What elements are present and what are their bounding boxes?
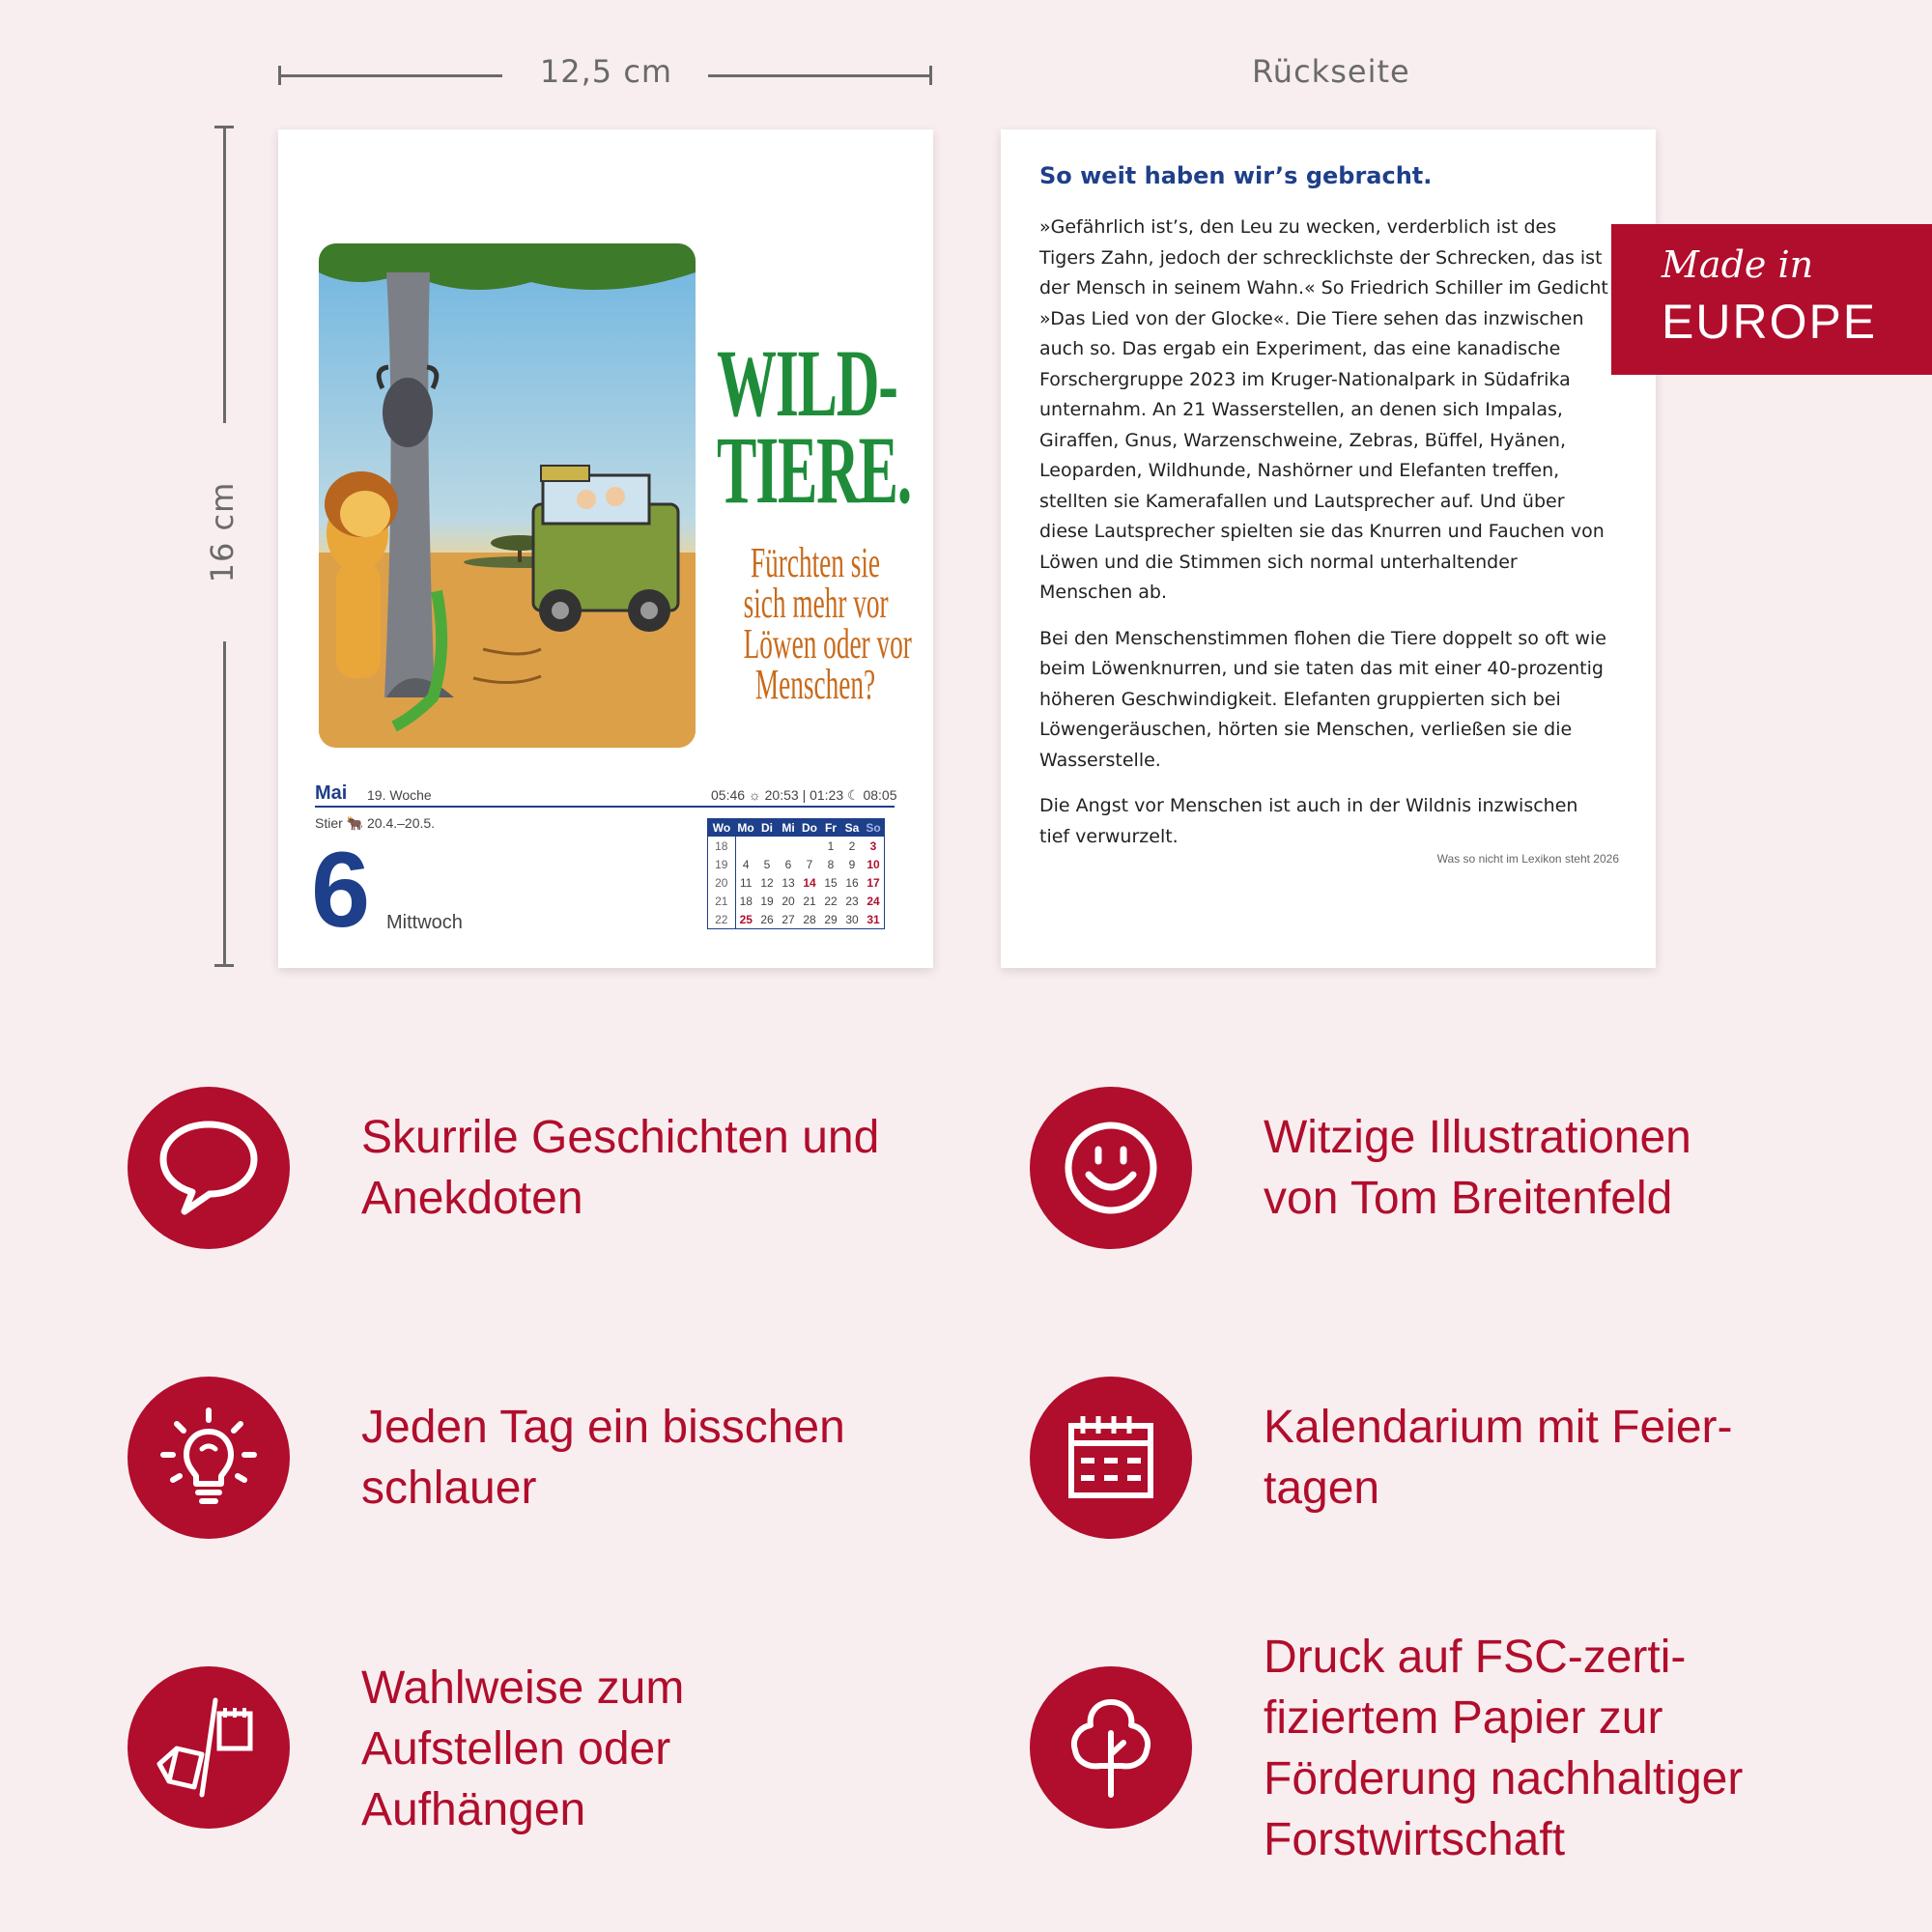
mini-calendar-row [708, 892, 884, 910]
day-number: 6 [311, 831, 371, 950]
mini-calendar-row [708, 910, 884, 928]
zodiac-sign: Stier 🐂 20.4.–20.5. [315, 815, 436, 831]
mini-calendar-header: Di [756, 819, 778, 837]
day-cell: 4 [742, 857, 750, 871]
width-line-left [278, 74, 502, 77]
day-cell: 29 [824, 912, 838, 926]
height-line-top [223, 126, 226, 423]
calendar-back-page [1001, 129, 1656, 968]
day-cell: 15 [824, 875, 838, 890]
day-cell: 23 [845, 894, 859, 908]
day-cell: 27 [781, 912, 795, 926]
day-cell: 11 [740, 875, 753, 890]
week-number-cell: 18 [708, 837, 735, 855]
back-paragraph: Bei den Menschenstimmen flohen die Tiere doppelt so oft wie beim Löwenknurren, und sie taten das mit einer 40-prozentig höheren Geschwindigkeit. Elefanten gruppierten sich bei Löwengeräuschen, hörten sie Menschen, verließen sie die Wasserstelle. [1039, 627, 1606, 771]
width-label: 12,5 cm [539, 53, 673, 90]
mini-calendar-header: So [863, 819, 884, 837]
day-cell: 21 [803, 894, 816, 908]
day-cell: 1 [827, 838, 835, 853]
day-cell [799, 837, 820, 855]
day-cell [756, 837, 778, 855]
mini-calendar-header: Mi [778, 819, 799, 837]
height-label: 16 cm [204, 481, 241, 583]
calendar-front-page [278, 129, 933, 968]
day-cell: 31 [867, 912, 880, 926]
mini-calendar-header: Wo [708, 819, 735, 837]
day-cell: 17 [867, 875, 880, 890]
feature-icon-circle [128, 1666, 290, 1829]
feature-text: Kalendarium mit Feier- tagen [1264, 1402, 1733, 1514]
mini-calendar-row [708, 873, 884, 892]
week-number-cell: 19 [708, 855, 735, 873]
day-cell: 13 [781, 875, 795, 890]
week-number-cell: 20 [708, 873, 735, 892]
feature-icon-circle [1030, 1377, 1192, 1539]
day-cell: 8 [827, 857, 835, 871]
day-cell [778, 837, 799, 855]
calendar-divider [315, 806, 895, 808]
day-cell: 3 [869, 838, 877, 853]
cartoon-illustration [319, 243, 696, 748]
back-paragraph: »Gefährlich ist’s, den Leu zu wecken, verderblich ist des Tigers Zahn, jedoch der schrecklichste der Schrecken, das ist der Mensch in seinem Wahn.« So Friedrich Schiller im Gedicht »Das Lied von der Glocke«. Die Tiere sehen das inzwischen auch so. Das ergab ein Experiment, das eine kanadische Forschergruppe 2023 im Kruger-Nationalpark in Südafrika unternahm. An 21 Wasserstellen, an denen sich Impalas, Giraffen, Gnus, Warzenschweine, Zebras, Büffel, Hyänen, Leoparden, Wildhunde, Nashörner und Elefanten treffen, stellten sie Kamerafallen und Lautsprecher auf. Und über diese Lautsprecher spielten sie das Knurren und Fauchen von Löwen und die Stimmen sich normal unterhaltender Menschen ab. [1039, 216, 1608, 603]
back-side-label: Rückseite [1252, 53, 1410, 90]
tree-icon [1058, 1694, 1164, 1801]
badge-script-text: Made in [1662, 243, 1814, 286]
day-cell: 30 [845, 912, 859, 926]
mini-calendar-header: Sa [841, 819, 863, 837]
subtitle-line: sich mehr vor [743, 580, 889, 627]
subtitle-line: Fürchten sie [750, 539, 881, 586]
mini-calendar-row [708, 855, 884, 873]
feature-icon-circle [128, 1087, 290, 1249]
speech-bubble-icon [156, 1115, 262, 1221]
day-cell [735, 837, 756, 855]
subtitle-line: Löwen oder vor [743, 620, 912, 668]
height-tick-bottom [214, 964, 234, 967]
smiley-icon [1058, 1115, 1164, 1221]
mini-calendar-header: Do [799, 819, 820, 837]
height-line-bottom [223, 641, 226, 966]
day-cell: 2 [848, 838, 856, 853]
feature-text: Wahlweise zum Aufstellen oder Aufhängen [361, 1662, 685, 1835]
back-paragraph: Die Angst vor Menschen ist auch in der Wildnis inzwischen tief verwurzelt. [1039, 795, 1578, 847]
feature-icon-circle [1030, 1666, 1192, 1829]
calendar-month: Mai [315, 782, 348, 804]
feature-text: Skurrile Geschichten und Anekdoten [361, 1112, 880, 1224]
day-cell: 24 [867, 894, 880, 908]
mini-calendar-row [708, 837, 884, 855]
badge-main-text: EUROPE [1662, 295, 1878, 349]
back-body [1039, 213, 1609, 867]
day-cell: 18 [739, 894, 753, 908]
calendar-week: 19. Woche [367, 787, 432, 803]
calendar-icon [1058, 1405, 1164, 1511]
sun-moon-times: 05:46 ☼ 20:53 | 01:23 ☾ 08:05 [711, 787, 897, 803]
title-line2: TIERE. [717, 416, 912, 524]
feature-icon-circle [1030, 1087, 1192, 1249]
title-line1: WILD- [717, 329, 897, 437]
day-cell: 20 [781, 894, 795, 908]
width-tick-right [929, 66, 932, 85]
width-line-right [708, 74, 932, 77]
week-number-cell: 21 [708, 892, 735, 910]
made-in-europe-badge [1611, 224, 1932, 375]
weekday: Mittwoch [386, 912, 463, 933]
day-cell: 25 [739, 912, 753, 926]
mini-calendar-table [708, 819, 884, 928]
feature-text: Druck auf FSC-zerti- fiziertem Papier zur Förderung nachhaltiger Forstwirtschaft [1264, 1632, 1744, 1865]
stand-hang-icon [156, 1694, 262, 1801]
mini-calendar [707, 818, 885, 929]
day-cell: 10 [867, 857, 880, 871]
week-number-cell: 22 [708, 910, 735, 928]
day-cell: 19 [760, 894, 774, 908]
day-cell: 9 [848, 857, 856, 871]
day-cell: 26 [760, 912, 774, 926]
feature-text: Witzige Illustrationen von Tom Breitenfeld [1264, 1112, 1691, 1224]
day-cell: 5 [763, 857, 771, 871]
subtitle-line: Menschen? [754, 661, 876, 708]
day-cell: 28 [803, 912, 816, 926]
day-cell: 16 [845, 875, 859, 890]
feature-icon-circle [128, 1377, 290, 1539]
back-footer: Was so nicht im Lexikon steht 2026 [1436, 852, 1619, 866]
day-cell: 6 [784, 857, 792, 871]
mini-calendar-header: Mo [735, 819, 756, 837]
subtitle-block [699, 539, 931, 708]
day-cell: 22 [824, 894, 838, 908]
safari-cartoon-image [319, 243, 696, 748]
feature-text: Jeden Tag ein bisschen schlauer [361, 1402, 845, 1514]
day-cell: 12 [760, 875, 774, 890]
back-title: So weit haben wir’s gebracht. [1039, 162, 1433, 189]
day-cell: 14 [803, 875, 816, 890]
mini-calendar-header: Fr [820, 819, 841, 837]
day-cell: 7 [806, 857, 813, 871]
lightbulb-icon [156, 1405, 262, 1511]
